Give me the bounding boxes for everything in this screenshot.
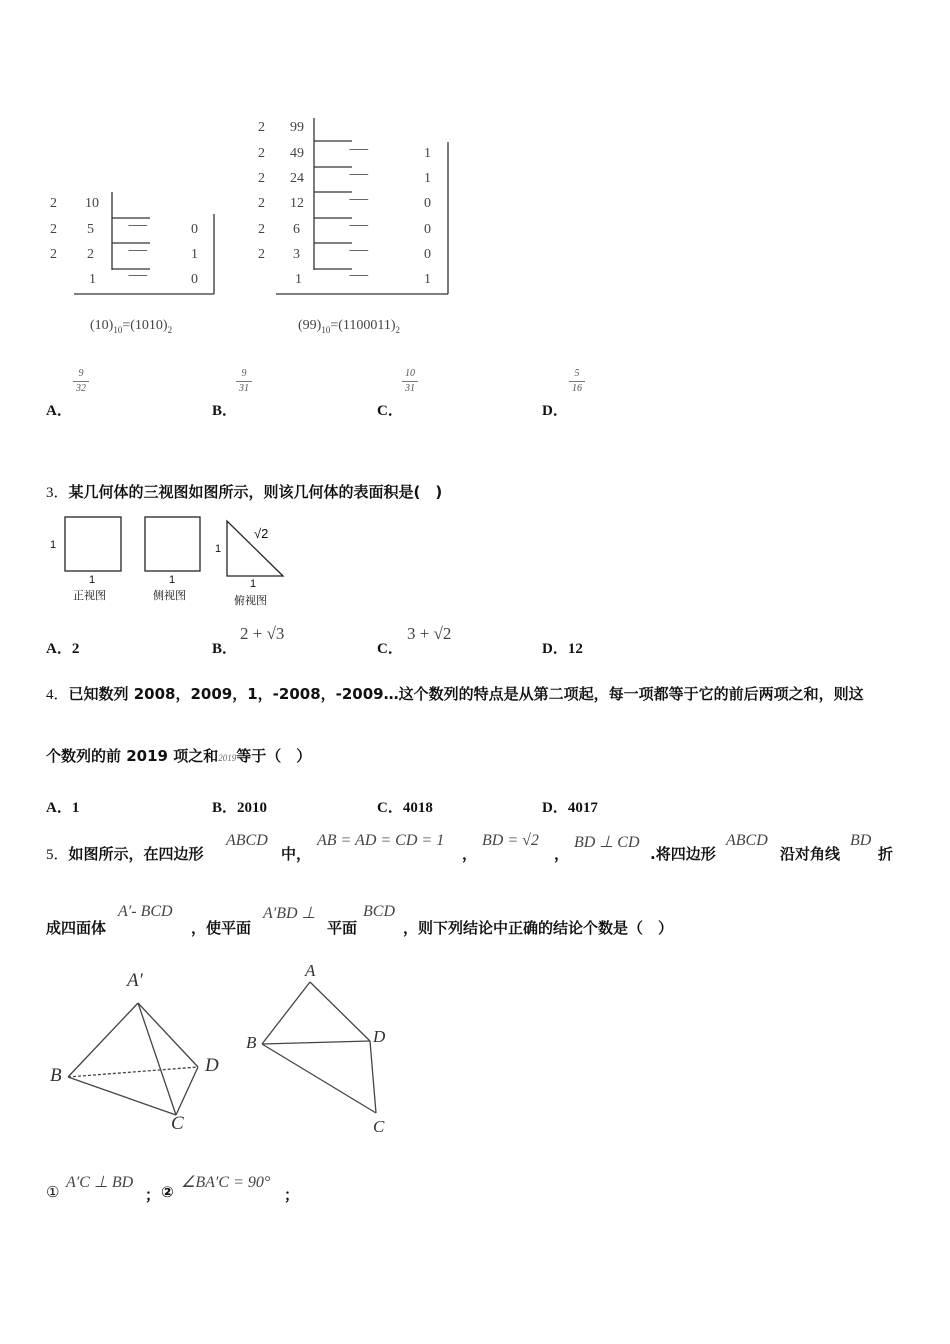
q4-line2-text-a: 个数列的前 2019 项之和: [46, 747, 219, 765]
division-tables-svg: [40, 110, 470, 350]
q5-math-plane-bcd: BCD: [363, 903, 395, 920]
q5-math-sides: AB = AD = CD = 1: [317, 832, 445, 849]
q4-sum-symbol: 2019: [218, 753, 237, 763]
statement-1: A′C ⊥ BD: [66, 1174, 134, 1191]
q5-math-tetra: A′- BCD: [118, 903, 173, 920]
q4-option-c[interactable]: C．4018: [377, 800, 433, 816]
left-label-d: D: [205, 1055, 219, 1076]
tetrahedron-svg: [40, 960, 410, 1140]
left-label-c: C: [171, 1113, 184, 1134]
left-label-b: B: [50, 1065, 62, 1086]
q2-option-c-fraction: 10 31: [402, 368, 418, 395]
right-dash-3: --------: [349, 169, 368, 180]
top-view-side-label: 1: [215, 543, 222, 555]
right-value-1: 99: [290, 120, 304, 135]
q4-option-a[interactable]: A．1: [46, 800, 80, 816]
right-dash-4: --------: [349, 194, 368, 205]
left-divisor-1: 2: [50, 196, 57, 211]
side-view-bottom-label: 1: [169, 574, 176, 586]
q5-text-question: ，则下列结论中正确的结论个数是（ ）: [403, 919, 674, 937]
q3-text: 某几何体的三视图如图所示，则该几何体的表面积是( ): [68, 483, 443, 501]
right-dash-5: --------: [349, 220, 368, 231]
q2-option-a-fraction: 9 32: [73, 368, 89, 395]
q3-stem: [46, 481, 442, 502]
left-value-1: 10: [85, 196, 99, 211]
right-dash-2: --------: [349, 144, 368, 155]
q5-math-abcd-2: ABCD: [726, 832, 768, 849]
q2-option-c-label[interactable]: C．: [377, 403, 403, 419]
right-remainder-5: 0: [424, 222, 431, 237]
left-caption: $(10)_{10}=(1010)_2$: [90, 318, 173, 335]
top-view-caption: 俯视图: [234, 595, 267, 607]
left-value-2: 5: [87, 222, 94, 237]
right-label-d: D: [373, 1027, 386, 1046]
q4-line1: [46, 683, 864, 704]
q5-line1-start: 5．如图所示，在四边形: [46, 845, 204, 863]
q5-text-plane: ，使平面: [191, 919, 252, 937]
q5-math-bd: BD = √2: [482, 832, 539, 849]
q5-math-perp: BD ⊥ CD: [574, 834, 640, 851]
q5-math-abcd-1: ABCD: [226, 832, 268, 849]
right-label-c: C: [373, 1117, 385, 1136]
left-remainder-3: 1: [191, 247, 198, 262]
q2-option-d-label[interactable]: D．: [542, 403, 568, 419]
right-value-3: 24: [290, 171, 304, 186]
left-remainder-2: 0: [191, 222, 198, 237]
right-divisor-5: 2: [258, 222, 265, 237]
q5-comma-2: ，: [554, 845, 570, 863]
statement-2: ∠BA′C = 90°: [181, 1174, 271, 1191]
left-divisor-3: 2: [50, 247, 57, 262]
right-value-2: 49: [290, 146, 304, 161]
side-view-caption: 侧视图: [153, 590, 186, 602]
right-value-5: 6: [293, 222, 300, 237]
right-divisor-1: 2: [258, 120, 265, 135]
right-quadrilateral: [262, 982, 376, 1113]
right-remainder-4: 0: [424, 196, 431, 211]
left-label-a: A′: [127, 970, 143, 991]
q3-option-c-label[interactable]: C．: [377, 641, 403, 657]
q5-text-jiang: .将四边形: [650, 845, 716, 863]
q3-option-a[interactable]: A．2: [46, 641, 80, 657]
left-dash-2: --------: [128, 220, 147, 231]
right-remainder-2: 1: [424, 146, 431, 161]
right-dash-6: --------: [349, 245, 368, 256]
right-value-7: 1: [295, 272, 302, 287]
right-value-6: 3: [293, 247, 300, 262]
right-remainder-6: 0: [424, 247, 431, 262]
q4-number: 4．: [46, 687, 69, 703]
q4-line2-text-b: 等于（ ）: [236, 747, 312, 765]
statement-sep-2: ；: [284, 1186, 300, 1204]
q4-line2: [46, 745, 311, 766]
statement-1-mark: ①: [46, 1183, 60, 1201]
statement-2-mark: ②: [161, 1183, 174, 1201]
q5-number: 5．: [46, 847, 69, 863]
q2-option-d-fraction: 5 16: [569, 368, 585, 395]
right-dash-7: --------: [349, 270, 368, 281]
right-remainder-7: 1: [424, 272, 431, 287]
left-value-3: 2: [87, 247, 94, 262]
q5-math-plane-a: A′BD ⊥: [263, 905, 316, 922]
q4-line1-text: 已知数列 2008，2009，1，-2008，-2009…这个数列的特点是从第二项起，每一项都等于它的前后两项之和，则这: [68, 685, 864, 703]
q3-number: 3．: [46, 485, 69, 501]
right-caption: $(99)_{10}=(1100011)_2$: [298, 318, 401, 335]
left-tetrahedron: [68, 1003, 198, 1115]
q3-option-b-label[interactable]: B．: [212, 641, 238, 657]
left-divisor-2: 2: [50, 222, 57, 237]
q2-option-b-fraction: 9 31: [236, 368, 252, 395]
q5-text-tetra: 成四面体: [46, 919, 107, 937]
q5-text-diag: 沿对角线: [780, 845, 841, 863]
right-remainder-3: 1: [424, 171, 431, 186]
top-view-hyp-label: √2: [254, 526, 269, 541]
left-remainder-4: 0: [191, 272, 198, 287]
q3-option-b-value: 2 + √3: [240, 624, 285, 643]
q5-text-plane-2: 平面: [327, 919, 358, 937]
right-divisor-6: 2: [258, 247, 265, 262]
q5-math-bd-2: BD: [850, 832, 872, 849]
q2-option-b-label[interactable]: B．: [212, 403, 238, 419]
q2-option-a-label[interactable]: A．: [46, 403, 72, 419]
front-view-side-label: 1: [50, 539, 57, 551]
right-divisor-3: 2: [258, 171, 265, 186]
right-divisor-4: 2: [258, 196, 265, 211]
left-value-4: 1: [89, 272, 96, 287]
q5-text-zhong: 中，: [281, 845, 312, 863]
right-value-4: 12: [290, 196, 304, 211]
q4-option-b[interactable]: B．2010: [212, 800, 268, 816]
left-dash-4: --------: [128, 270, 147, 281]
right-divisor-2: 2: [258, 146, 265, 161]
q5-comma-1: ，: [462, 845, 478, 863]
front-view-caption: 正视图: [73, 590, 106, 602]
top-view-bottom-label: 1: [250, 578, 257, 590]
q4-option-d[interactable]: D．4017: [542, 800, 598, 816]
right-label-b: B: [246, 1033, 257, 1052]
left-dash-3: --------: [128, 245, 147, 256]
front-view-bottom-label: 1: [89, 574, 96, 586]
right-label-a: A: [305, 961, 316, 980]
statement-sep-1: ；: [145, 1186, 161, 1204]
q3-option-d[interactable]: D．12: [542, 641, 583, 657]
q3-option-c-value: 3 + √2: [407, 624, 452, 643]
q5-text-zhe: 折: [878, 845, 894, 863]
